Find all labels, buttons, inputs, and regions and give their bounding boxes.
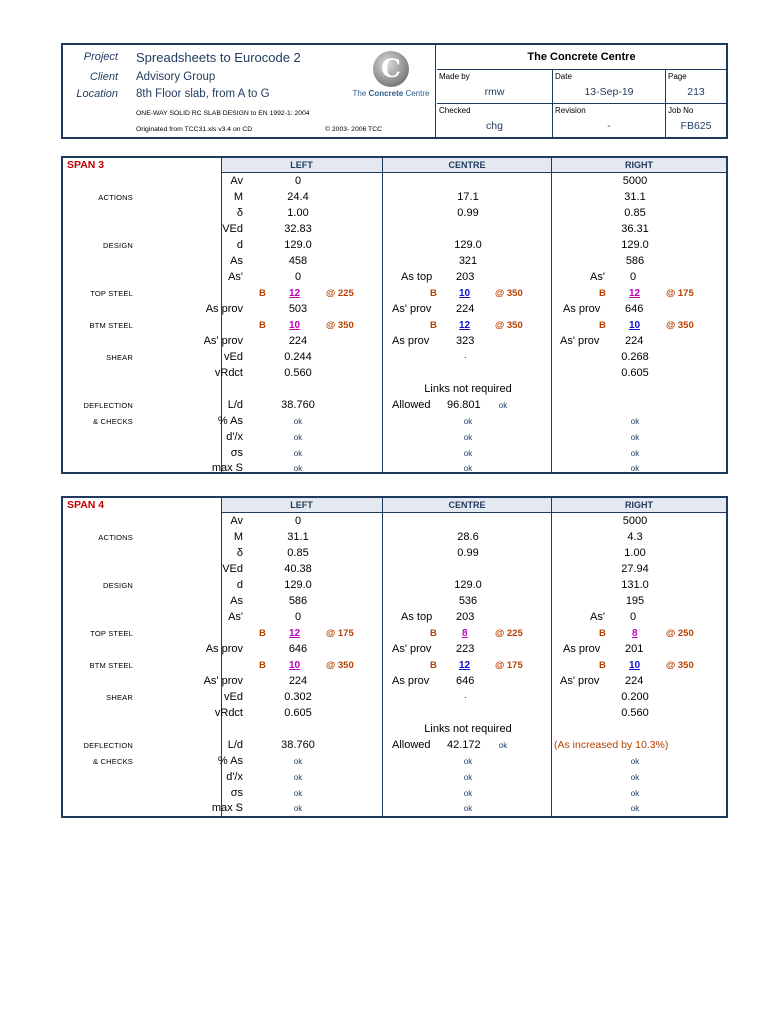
parameter-label: As' prov [203, 675, 243, 687]
parameter-label: vRdct [214, 707, 243, 719]
column-header-left: LEFT [221, 158, 382, 173]
cell-value: 224 [456, 303, 475, 315]
row-as-prov [63, 302, 726, 318]
field-value: rmw [484, 86, 505, 98]
cell-value: Allowed [392, 399, 431, 411]
check-status: ok [293, 464, 303, 473]
bar-spacing: @ 225 [495, 628, 523, 639]
check-status: ok [293, 773, 303, 782]
cell-value: 646 [456, 675, 475, 687]
bar-diameter: 8 [632, 628, 638, 639]
row-shear-ved [63, 690, 726, 706]
row-as [63, 254, 726, 270]
cell-value: 223 [456, 643, 475, 655]
row-moment [63, 190, 726, 206]
bar-spacing: @ 250 [666, 628, 694, 639]
cell-value: As prov [392, 335, 430, 347]
bar-diameter: 10 [459, 288, 471, 299]
bar-type-label: B [430, 288, 437, 299]
cell-value: 31.1 [624, 191, 646, 203]
check-status: ok [463, 757, 473, 766]
bar-spacing: @ 175 [666, 288, 694, 299]
check-status: ok [463, 464, 473, 473]
cell-value: 36.31 [621, 223, 649, 235]
parameter-label: vEd [224, 691, 243, 703]
parameter-label: VEd [222, 563, 243, 575]
bar-diameter: 8 [462, 628, 468, 639]
check-status: ok [463, 449, 473, 458]
bar-type-label: B [599, 628, 606, 639]
span-title: SPAN 3 [67, 159, 105, 171]
row-pct-as [63, 754, 726, 770]
cell-value: 0.605 [284, 707, 312, 719]
parameter-label: % As [217, 755, 243, 767]
cell-value: 0.85 [287, 547, 309, 559]
row-vrdct [63, 706, 726, 722]
bar-spacing: @ 175 [495, 660, 523, 671]
field-label: Page [668, 72, 687, 81]
field-value: 13-Sep-19 [584, 86, 634, 98]
row-btm-steel [63, 318, 726, 334]
row-as-dash-prov [63, 334, 726, 350]
parameter-label: d'/x [226, 771, 243, 783]
cell-value: 201 [625, 643, 644, 655]
checked-cell [437, 103, 553, 137]
column-header-right: RIGHT [552, 158, 726, 173]
cell-value: As' prov [392, 643, 432, 655]
bar-type-label: B [259, 660, 266, 671]
check-status: ok [630, 417, 640, 426]
bar-diameter: 10 [289, 660, 301, 671]
row-ved [63, 222, 726, 238]
cell-value: 31.1 [287, 531, 309, 543]
parameter-label: Av [230, 175, 243, 187]
row-links [63, 722, 726, 738]
section-label: BTM STEEL [89, 321, 133, 330]
field-value: FB625 [680, 120, 712, 132]
row-delta [63, 206, 726, 222]
cell-value: 0 [294, 271, 302, 283]
check-status: ok [630, 804, 640, 813]
check-status: ok [630, 464, 640, 473]
row-shear-ved [63, 350, 726, 366]
parameter-label: max S [211, 802, 243, 814]
check-status: ok [293, 433, 303, 442]
check-status: ok [293, 417, 303, 426]
cell-value: . [464, 690, 467, 700]
parameter-label: As' [228, 611, 243, 623]
cell-value: As' [590, 611, 605, 623]
parameter-label: δ [236, 207, 243, 219]
section-label: TOP STEEL [90, 629, 133, 638]
cell-value: Links not required [424, 723, 512, 735]
row-as [63, 594, 726, 610]
field-value: chg [486, 120, 503, 132]
cell-value: 646 [625, 303, 644, 315]
cell-value: 17.1 [457, 191, 479, 203]
row-ved [63, 562, 726, 578]
cell-value: 195 [625, 595, 645, 607]
cell-value: 131.0 [621, 579, 649, 591]
made-by-cell [437, 70, 553, 103]
check-status: ok [630, 757, 640, 766]
parameter-label: VEd [222, 223, 243, 235]
field-label: Made by [439, 72, 470, 81]
check-status: ok [498, 401, 508, 410]
cell-value: 0.268 [621, 351, 649, 363]
cell-value: 323 [456, 335, 475, 347]
cell-value: 38.760 [281, 739, 315, 751]
check-status: ok [293, 757, 303, 766]
cell-value: 28.6 [457, 531, 479, 543]
field-value: - [607, 120, 611, 132]
document-info [437, 45, 726, 137]
parameter-label: vEd [224, 351, 243, 363]
origin-note: Originated from TCC31.xls v3.4 on CD [136, 126, 253, 133]
row-sigma-s [63, 786, 726, 802]
section-label: & CHECKS [93, 417, 133, 426]
column-header-left: LEFT [221, 498, 382, 513]
cell-value: 203 [456, 271, 475, 283]
cell-value: 129.0 [454, 239, 482, 251]
cell-value: 0.200 [621, 691, 649, 703]
bar-type-label: B [599, 288, 606, 299]
cell-value: 129.0 [284, 579, 312, 591]
field-value: Centre [403, 89, 430, 98]
parameter-label: δ [236, 547, 243, 559]
cell-value: 503 [288, 303, 308, 315]
cell-value: 27.94 [621, 563, 649, 575]
field-value: 213 [687, 86, 705, 98]
parameter-label: d'/x [226, 431, 243, 443]
row-as-dash [63, 610, 726, 626]
cell-value: 646 [288, 643, 308, 655]
field-value: Concrete [368, 89, 404, 98]
section-label: & CHECKS [93, 757, 133, 766]
row-sigma-s [63, 446, 726, 462]
cell-value: 42.172 [447, 739, 481, 751]
span-3-table [61, 156, 728, 474]
location-label: Location [76, 88, 118, 100]
row-top-steel [63, 626, 726, 642]
parameter-label: As' [228, 271, 243, 283]
parameter-label: As [230, 595, 243, 607]
parameter-label: σs [230, 447, 243, 459]
column-header-centre: CENTRE [383, 498, 551, 513]
cell-value: 0 [630, 611, 637, 623]
check-status: ok [463, 804, 473, 813]
bar-type-label: B [430, 320, 437, 331]
field-label: Checked [439, 106, 471, 115]
section-label: SHEAR [106, 353, 133, 362]
cell-value: 40.38 [284, 563, 312, 575]
section-label: DESIGN [103, 581, 133, 590]
cell-value: 586 [288, 595, 308, 607]
cell-value: 224 [625, 675, 644, 687]
location-value: 8th Floor slab, from A to G [136, 88, 270, 100]
parameter-label: L/d [227, 739, 243, 751]
check-status: ok [463, 773, 473, 782]
check-status: ok [463, 417, 473, 426]
copyright-note: © 2003- 2006 TCC [325, 126, 383, 133]
bar-type-label: B [599, 660, 606, 671]
row-delta [63, 546, 726, 562]
cell-value: 321 [458, 255, 478, 267]
bar-spacing: @ 350 [666, 660, 694, 671]
check-status: ok [293, 789, 303, 798]
parameter-label: As prov [205, 303, 243, 315]
bar-spacing: @ 350 [495, 288, 523, 299]
row-dx [63, 770, 726, 786]
project-label: Project [83, 51, 118, 63]
column-header-centre: CENTRE [383, 158, 551, 173]
bar-spacing: @ 350 [495, 320, 523, 331]
cell-value: As' prov [392, 303, 432, 315]
row-as-dash-prov [63, 674, 726, 690]
project-info [63, 45, 436, 137]
cell-value: 0.605 [621, 367, 649, 379]
bar-spacing: @ 225 [326, 288, 354, 299]
row-as-prov [63, 642, 726, 658]
bar-type-label: B [259, 288, 266, 299]
cell-value: 203 [456, 611, 475, 623]
parameter-label: d [236, 239, 243, 251]
row-btm-steel [63, 658, 726, 674]
check-status: ok [293, 449, 303, 458]
parameter-label: max S [211, 462, 243, 474]
bar-diameter: 12 [289, 288, 301, 299]
cell-value: 0 [294, 515, 302, 527]
parameter-label: L/d [227, 399, 243, 411]
cell-value: As' [590, 271, 605, 283]
cell-value: 1.00 [624, 547, 646, 559]
span-title: SPAN 4 [67, 499, 105, 511]
cell-value: 32.83 [284, 223, 312, 235]
cell-value: 4.3 [627, 531, 643, 543]
cell-value: 224 [625, 335, 644, 347]
bar-type-label: B [259, 628, 266, 639]
cell-value: 129.0 [284, 239, 312, 251]
title-block [61, 43, 728, 139]
parameter-label: d [236, 579, 243, 591]
cell-value: 129.0 [621, 239, 649, 251]
project-value: Spreadsheets to Eurocode 2 [136, 50, 301, 65]
row-av [63, 514, 726, 530]
revision-cell [553, 103, 666, 137]
row-dx [63, 430, 726, 446]
bar-diameter: 12 [289, 628, 301, 639]
bar-type-label: B [259, 320, 266, 331]
check-status: ok [293, 804, 303, 813]
cell-value: As top [401, 611, 433, 623]
bar-diameter: 10 [289, 320, 301, 331]
organisation-name: The Concrete Centre [437, 45, 726, 70]
client-value: Advisory Group [136, 71, 216, 83]
cell-value: 0.99 [457, 547, 479, 559]
column-header-right: RIGHT [552, 498, 726, 513]
cell-value: 0.560 [621, 707, 649, 719]
cell-value: 586 [625, 255, 645, 267]
concrete-centre-logo [345, 49, 435, 109]
row-links [63, 382, 726, 398]
check-status: ok [630, 789, 640, 798]
cell-value: 0 [294, 175, 302, 187]
job-number-cell [666, 103, 726, 137]
cell-value: As prov [563, 643, 601, 655]
cell-value: 0.99 [457, 207, 479, 219]
field-label: Revision [555, 106, 586, 115]
bar-spacing: @ 350 [326, 320, 354, 331]
cell-value: . [464, 350, 467, 360]
check-status: ok [630, 433, 640, 442]
cell-value: 38.760 [281, 399, 315, 411]
parameter-label: As [230, 255, 243, 267]
row-deflection [63, 738, 726, 754]
check-status: ok [463, 433, 473, 442]
cell-value: 0.244 [284, 351, 312, 363]
field-label: Job No [668, 106, 694, 115]
increase-note: (As increased by 10.3%) [554, 739, 669, 751]
row-moment [63, 530, 726, 546]
section-label: DEFLECTION [83, 741, 133, 750]
cell-value: 0 [294, 611, 302, 623]
cell-value: 0.302 [284, 691, 312, 703]
parameter-label: σs [230, 787, 243, 799]
bar-diameter: 12 [629, 288, 641, 299]
row-deflection [63, 398, 726, 414]
span-4-table [61, 496, 728, 818]
bar-type-label: B [430, 660, 437, 671]
cell-value: 5000 [622, 175, 648, 187]
parameter-label: M [233, 531, 243, 543]
bar-spacing: @ 350 [666, 320, 694, 331]
cell-value: 0.85 [624, 207, 646, 219]
row-max-s [63, 461, 726, 477]
section-label: SHEAR [106, 693, 133, 702]
cell-value: As' prov [560, 335, 600, 347]
cell-value: Links not required [424, 383, 512, 395]
cell-value: As prov [563, 303, 601, 315]
parameter-label: Av [230, 515, 243, 527]
cell-value: 458 [288, 255, 308, 267]
cell-value: 536 [458, 595, 478, 607]
row-av [63, 174, 726, 190]
parameter-label: % As [217, 415, 243, 427]
cell-value: As prov [392, 675, 430, 687]
section-label: DESIGN [103, 241, 133, 250]
row-top-steel [63, 286, 726, 302]
field-value: The [352, 89, 369, 98]
bar-diameter: 10 [629, 660, 641, 671]
bar-diameter: 12 [459, 320, 471, 331]
cell-value: 0 [630, 271, 637, 283]
cell-value: 224 [288, 675, 308, 687]
section-label: TOP STEEL [90, 289, 133, 298]
cell-value: 0.560 [284, 367, 312, 379]
row-as-dash [63, 270, 726, 286]
cell-value: As top [401, 271, 433, 283]
bar-diameter: 12 [459, 660, 471, 671]
section-label: DEFLECTION [83, 401, 133, 410]
bar-diameter: 10 [629, 320, 641, 331]
cell-value: 5000 [622, 515, 648, 527]
cell-value: 24.4 [287, 191, 309, 203]
bar-type-label: B [599, 320, 606, 331]
section-label: BTM STEEL [89, 661, 133, 670]
row-vrdct [63, 366, 726, 382]
cell-value: 96.801 [447, 399, 481, 411]
logo-wordmark [345, 89, 437, 98]
row-d [63, 238, 726, 254]
cell-value: 224 [288, 335, 308, 347]
bar-type-label: B [430, 628, 437, 639]
logo-mark-icon: C [373, 51, 409, 87]
date-cell [553, 70, 666, 103]
parameter-label: As prov [205, 643, 243, 655]
bar-spacing: @ 350 [326, 660, 354, 671]
design-description: ONE-WAY SOLID RC SLAB DESIGN to EN 1992-1: 2004 [136, 110, 310, 117]
cell-value: 129.0 [454, 579, 482, 591]
row-pct-as [63, 414, 726, 430]
section-label: ACTIONS [98, 533, 133, 542]
check-status: ok [630, 773, 640, 782]
parameter-label: M [233, 191, 243, 203]
cell-value: As' prov [560, 675, 600, 687]
client-label: Client [89, 71, 118, 83]
cell-value: Allowed [392, 739, 431, 751]
bar-spacing: @ 175 [326, 628, 354, 639]
check-status: ok [498, 741, 508, 750]
check-status: ok [630, 449, 640, 458]
section-label: ACTIONS [98, 193, 133, 202]
row-max-s [63, 801, 726, 817]
parameter-label: vRdct [214, 367, 243, 379]
field-label: Date [555, 72, 572, 81]
page-cell [666, 70, 726, 103]
row-d [63, 578, 726, 594]
cell-value: 1.00 [287, 207, 309, 219]
check-status: ok [463, 789, 473, 798]
parameter-label: As' prov [203, 335, 243, 347]
